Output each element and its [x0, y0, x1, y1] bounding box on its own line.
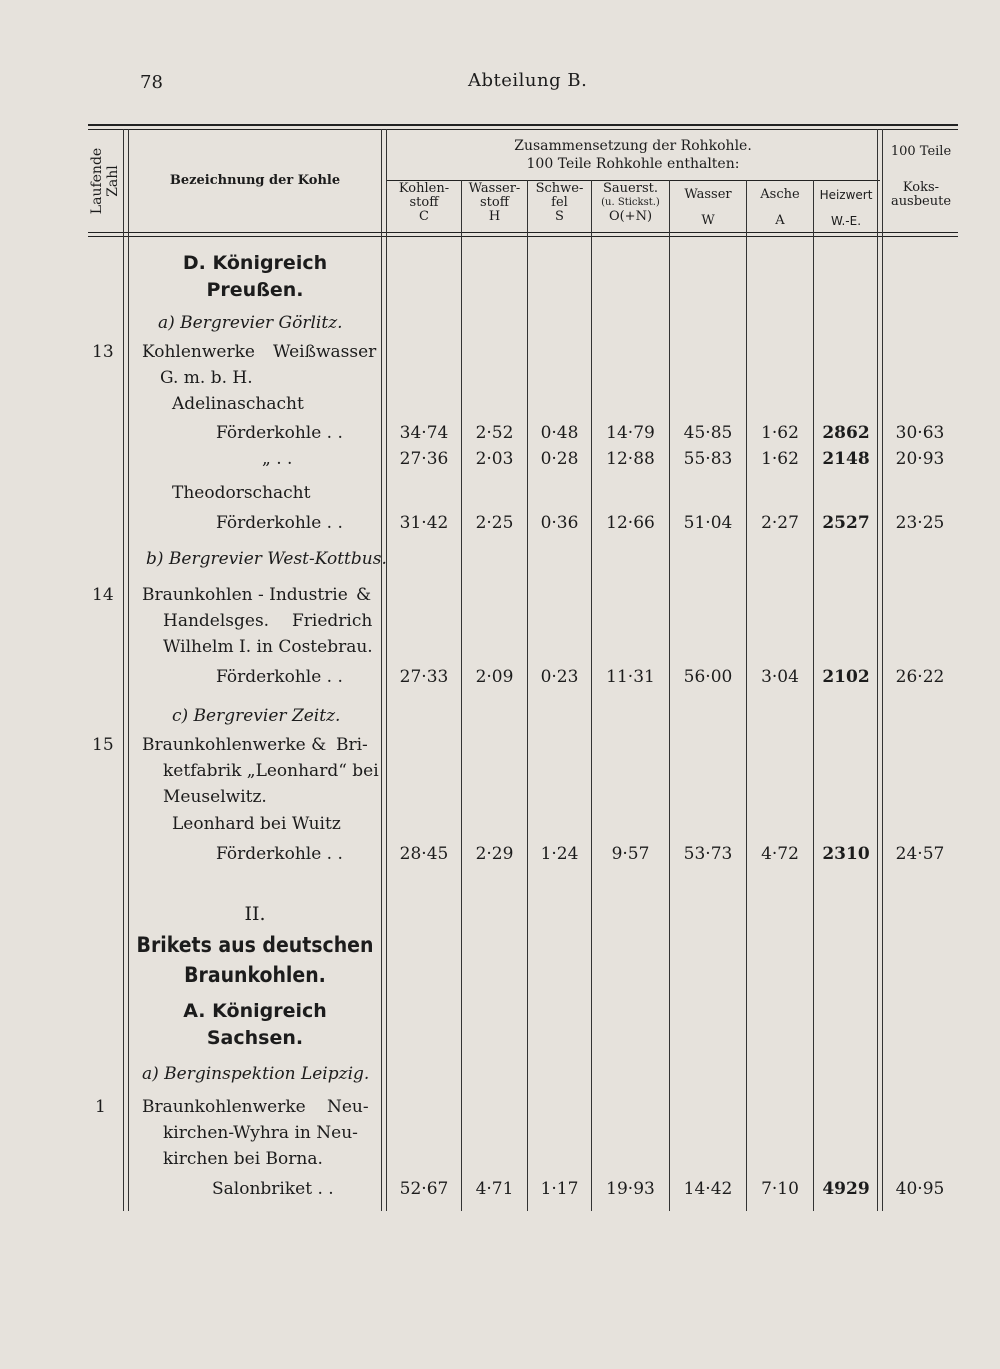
entry-13-line2: G. m. b. H.	[160, 368, 253, 388]
entry-14-line2a: Handelsges.	[163, 611, 270, 631]
cell-asche: 4·72	[761, 844, 799, 864]
entry-number-13: 13	[92, 342, 114, 362]
entry-13-line3: Adelinaschacht	[172, 394, 304, 414]
entry-15-line1b: Bri-	[336, 735, 368, 755]
cell-sauerstoff: 9·57	[611, 844, 650, 864]
header-a-1: Asche	[760, 187, 800, 202]
header-w-3: W	[701, 213, 715, 228]
header-o-2: (u. Stickst.)	[601, 197, 660, 208]
header-group-line1: Zusammensetzung der Rohkohle.	[514, 138, 752, 154]
cell-kohlenstoff: 27·33	[399, 667, 449, 687]
header-w-1: Wasser	[684, 187, 732, 202]
cell-asche: 1·62	[761, 449, 799, 469]
col-divider-c	[461, 180, 462, 1211]
entry-13-row2-label: „ . .	[262, 449, 293, 469]
header-o-3: O(+N)	[608, 209, 653, 224]
cell-kohlenstoff: 34·74	[399, 423, 449, 443]
cell-wasser: 51·04	[683, 513, 733, 533]
cell-koksausbeute: 30·63	[895, 423, 945, 443]
header-a-3: A	[775, 213, 785, 228]
cell-koksausbeute: 40·95	[895, 1179, 945, 1199]
entry-number-15: 15	[92, 735, 114, 755]
entry-1-line1a: Braunkohlenwerke	[142, 1097, 306, 1117]
header-k-0: 100 Teile	[890, 144, 952, 159]
cell-kohlenstoff: 31·42	[399, 513, 449, 533]
header-laufende: Laufende	[89, 147, 105, 215]
entry-15-line3: Meuselwitz.	[163, 787, 267, 807]
entry-14-line2b: Friedrich	[292, 611, 373, 631]
header-c	[386, 182, 462, 224]
entry-14-line1b: &	[356, 585, 372, 605]
cell-wasser: 55·83	[683, 449, 733, 469]
entry-14-line3: Wilhelm I. in Costebrau.	[163, 637, 373, 657]
entry-number-14: 14	[92, 585, 114, 605]
header-bottom-rule	[88, 232, 958, 233]
cell-schwefel: 0·36	[540, 513, 579, 533]
col-divider-w	[746, 180, 747, 1211]
cell-koksausbeute: 26·22	[895, 667, 945, 687]
subsection-c: c) Bergrevier Zeitz.	[172, 706, 341, 726]
entry-14-row1-label: Förderkohle . .	[216, 667, 343, 687]
cell-asche: 7·10	[761, 1179, 799, 1199]
cell-wasser: 56·00	[683, 667, 733, 687]
col-divider-s	[591, 180, 592, 1211]
header-o	[592, 182, 669, 224]
header-s-3: S	[555, 209, 564, 224]
col-divider-nr	[123, 129, 129, 1211]
cell-wasser: 14·42	[683, 1179, 733, 1199]
entry-13-line4: Theodorschacht	[172, 483, 311, 503]
cell-heizwert: 2310	[822, 844, 870, 864]
cell-sauerstoff: 12·88	[606, 449, 655, 469]
section-title-a2-1: A. Königreich	[183, 1000, 327, 1022]
cell-wasserstoff: 2·09	[475, 667, 514, 687]
cell-kohlenstoff: 28·45	[399, 844, 449, 864]
header-c-2: stoff	[409, 195, 439, 210]
cell-schwefel: 1·17	[540, 1179, 579, 1199]
entry-1-line1b: Neu-	[327, 1097, 369, 1117]
header-o-1: Sauerst.	[603, 181, 658, 196]
section-title-a2-2: Sachsen.	[206, 1027, 304, 1049]
col-divider-o	[669, 180, 670, 1211]
section-title-d-2: Preußen.	[206, 279, 304, 301]
part-roman-numeral: II.	[244, 903, 266, 925]
cell-koksausbeute: 24·57	[895, 844, 945, 864]
header-c-3: C	[419, 209, 429, 224]
header-bottom-rule-2	[88, 236, 958, 237]
cell-kohlenstoff: 27·36	[399, 449, 449, 469]
subsection-a2: a) Berginspektion Leipzig.	[142, 1064, 370, 1084]
header-a	[747, 188, 813, 228]
subsection-b: b) Bergrevier West-Kottbus.	[146, 549, 387, 569]
entry-1-line2: kirchen-Wyhra in Neu-	[163, 1123, 358, 1143]
header-hw-1: Heizwert	[819, 188, 873, 202]
entry-number-1: 1	[95, 1097, 106, 1117]
cell-asche: 1·62	[761, 423, 799, 443]
header-c-1: Kohlen-	[398, 181, 450, 196]
cell-koksausbeute: 20·93	[895, 449, 945, 469]
cell-wasserstoff: 2·25	[475, 513, 514, 533]
entry-1-row1-label: Salonbriket . .	[212, 1179, 334, 1199]
header-s-2: fel	[551, 195, 568, 210]
header-s-1: Schwe-	[535, 181, 584, 196]
header-h	[462, 182, 527, 224]
cell-wasser: 53·73	[683, 844, 733, 864]
header-hw-3: W.-E.	[830, 214, 862, 228]
cell-heizwert: 2102	[822, 667, 870, 687]
cell-sauerstoff: 11·31	[606, 667, 655, 687]
header-h-3: H	[488, 209, 501, 224]
entry-13-row1-label: Förderkohle . .	[216, 423, 343, 443]
col-divider-a	[813, 180, 814, 1211]
header-koks	[882, 145, 960, 209]
cell-schwefel: 0·23	[540, 667, 579, 687]
cell-sauerstoff: 14·79	[606, 423, 655, 443]
cell-heizwert: 2527	[822, 513, 870, 533]
running-header: Abteilung B.	[468, 70, 588, 91]
entry-13-line1a: Kohlenwerke	[142, 342, 255, 362]
header-w	[670, 188, 746, 228]
cell-heizwert: 4929	[822, 1179, 870, 1199]
section-title-d-1: D. Königreich	[182, 252, 328, 274]
cell-wasser: 45·85	[683, 423, 733, 443]
header-heizwert	[814, 188, 878, 228]
part-title-line1: Brikets aus deutschen	[136, 933, 374, 957]
cell-schwefel: 0·48	[540, 423, 579, 443]
header-bezeichnung: Bezeichnung der Kohle	[169, 173, 341, 188]
header-group-title	[386, 137, 880, 173]
header-zahl: Zahl	[105, 165, 121, 197]
page-number: 78	[140, 72, 163, 93]
cell-asche: 3·04	[761, 667, 799, 687]
cell-kohlenstoff: 52·67	[399, 1179, 449, 1199]
cell-heizwert: 2148	[822, 449, 870, 469]
entry-1-line3: kirchen bei Borna.	[163, 1149, 323, 1169]
top-rule	[88, 124, 958, 126]
cell-asche: 2·27	[761, 513, 799, 533]
cell-wasserstoff: 2·29	[475, 844, 514, 864]
col-divider-h	[527, 180, 528, 1211]
header-s	[528, 182, 591, 224]
header-k-1: Koks-	[902, 180, 940, 195]
entry-15-row1-label: Förderkohle . .	[216, 844, 343, 864]
entry-15-line4: Leonhard bei Wuitz	[172, 814, 341, 834]
subsection-a: a) Bergrevier Görlitz.	[158, 313, 343, 333]
header-laufende-zahl	[89, 131, 121, 231]
part-title-line2: Braunkohlen.	[184, 963, 326, 987]
entry-14-line1a: Braunkohlen - Industrie	[142, 585, 348, 605]
cell-koksausbeute: 23·25	[895, 513, 945, 533]
entry-13-row3-label: Förderkohle . .	[216, 513, 343, 533]
header-k-2: ausbeute	[890, 194, 952, 209]
cell-sauerstoff: 12·66	[606, 513, 655, 533]
header-h-2: stoff	[480, 195, 509, 210]
cell-wasserstoff: 2·52	[475, 423, 514, 443]
entry-15-line2: ketfabrik „Leonhard“ bei	[163, 761, 379, 781]
cell-schwefel: 0·28	[540, 449, 579, 469]
header-h-1: Wasser-	[468, 181, 521, 196]
top-rule-thin	[88, 129, 958, 130]
entry-15-line1a: Braunkohlenwerke &	[142, 735, 327, 755]
cell-schwefel: 1·24	[540, 844, 579, 864]
cell-heizwert: 2862	[822, 423, 870, 443]
entry-13-line1b: Weißwasser	[273, 342, 377, 362]
cell-sauerstoff: 19·93	[606, 1179, 655, 1199]
cell-wasserstoff: 2·03	[475, 449, 514, 469]
cell-wasserstoff: 4·71	[475, 1179, 514, 1199]
header-group-line2: 100 Teile Rohkohle enthalten:	[526, 156, 740, 172]
